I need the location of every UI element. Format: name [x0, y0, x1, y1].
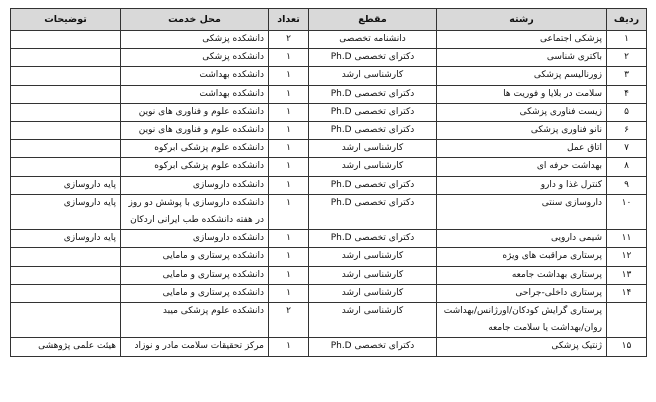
cell-location: دانشکده بهداشت	[121, 67, 269, 85]
table-row	[11, 31, 647, 49]
cell-field: اتاق عمل	[437, 140, 607, 158]
cell-count: ۱	[269, 158, 309, 176]
cell-row-number: ۱۵	[607, 338, 647, 356]
cell-location: دانشکده علوم و فناوری های نوین	[121, 103, 269, 121]
cell-notes: پایه داروسازی	[11, 194, 121, 229]
table-row	[11, 49, 647, 67]
cell-location: دانشکده داروسازی	[121, 230, 269, 248]
cell-row-number: ۵	[607, 103, 647, 121]
table-row	[11, 230, 647, 248]
cell-degree: دکترای تخصصی Ph.D	[309, 103, 437, 121]
cell-location: دانشکده پزشکی	[121, 31, 269, 49]
cell-location: دانشکده پرستاری و مامایی	[121, 284, 269, 302]
cell-count: ۱	[269, 284, 309, 302]
header-location: محل خدمت	[121, 9, 269, 31]
cell-notes	[11, 303, 121, 338]
cell-degree: دکترای تخصصی Ph.D	[309, 49, 437, 67]
table-row	[11, 122, 647, 140]
cell-degree: دکترای تخصصی Ph.D	[309, 85, 437, 103]
cell-degree: کارشناسی ارشد	[309, 140, 437, 158]
cell-degree: دکترای تخصصی Ph.D	[309, 176, 437, 194]
header-degree: مقطع	[309, 9, 437, 31]
cell-degree: کارشناسی ارشد	[309, 266, 437, 284]
cell-location: دانشکده داروسازی با پوشش دو روز در هفته دانشکده طب ایرانی اردکان	[121, 194, 269, 229]
cell-degree: دکترای تخصصی Ph.D	[309, 122, 437, 140]
cell-notes: هیئت علمی پژوهشی	[11, 338, 121, 356]
cell-notes	[11, 122, 121, 140]
cell-location: دانشکده پرستاری و مامایی	[121, 266, 269, 284]
cell-degree: دکترای تخصصی Ph.D	[309, 338, 437, 356]
cell-location: دانشکده داروسازی	[121, 176, 269, 194]
table-row	[11, 67, 647, 85]
cell-notes	[11, 49, 121, 67]
table-row	[11, 140, 647, 158]
cell-row-number: ۹	[607, 176, 647, 194]
cell-field: کنترل غذا و دارو	[437, 176, 607, 194]
cell-row-number: ۳	[607, 67, 647, 85]
cell-degree: کارشناسی ارشد	[309, 248, 437, 266]
table-row	[11, 158, 647, 176]
header-count: تعداد	[269, 9, 309, 31]
table-row	[11, 194, 647, 229]
cell-notes	[11, 67, 121, 85]
cell-row-number: ۶	[607, 122, 647, 140]
cell-field: پرستاری گرایش کودکان/اورژانس/بهداشت روان/بهداشت یا سلامت جامعه	[437, 303, 607, 338]
cell-row-number: ۴	[607, 85, 647, 103]
cell-notes	[11, 158, 121, 176]
cell-field: نانو فناوری پزشکی	[437, 122, 607, 140]
table-body	[11, 31, 647, 357]
cell-location: مرکز تحقیقات سلامت مادر و نوزاد	[121, 338, 269, 356]
cell-field: پزشکی اجتماعی	[437, 31, 607, 49]
cell-count: ۱	[269, 230, 309, 248]
cell-notes	[11, 284, 121, 302]
cell-degree: دکترای تخصصی Ph.D	[309, 194, 437, 229]
cell-row-number: ۱۰	[607, 194, 647, 229]
table-row	[11, 103, 647, 121]
cell-row-number: ۱۱	[607, 230, 647, 248]
cell-notes	[11, 248, 121, 266]
cell-count: ۱	[269, 140, 309, 158]
table-row	[11, 303, 647, 338]
cell-notes: پایه داروسازی	[11, 176, 121, 194]
header-row-number: ردیف	[607, 9, 647, 31]
cell-row-number: ۸	[607, 158, 647, 176]
cell-location: دانشکده علوم پزشکی میبد	[121, 303, 269, 338]
cell-field: پرستاری بهداشت جامعه	[437, 266, 607, 284]
cell-degree: کارشناسی ارشد	[309, 303, 437, 338]
cell-location: دانشکده علوم و فناوری های نوین	[121, 122, 269, 140]
cell-count: ۱	[269, 85, 309, 103]
cell-count: ۱	[269, 103, 309, 121]
cell-location: دانشکده بهداشت	[121, 85, 269, 103]
cell-field: بهداشت حرفه ای	[437, 158, 607, 176]
cell-count: ۱	[269, 67, 309, 85]
cell-field: باکتری شناسی	[437, 49, 607, 67]
faculty-positions-table	[10, 8, 647, 357]
cell-notes	[11, 266, 121, 284]
cell-location: دانشکده پرستاری و مامایی	[121, 248, 269, 266]
header-notes: توضیحات	[11, 9, 121, 31]
cell-notes	[11, 85, 121, 103]
cell-count: ۲	[269, 31, 309, 49]
cell-notes	[11, 31, 121, 49]
cell-field: شیمی دارویی	[437, 230, 607, 248]
table-row	[11, 85, 647, 103]
cell-row-number: ۱	[607, 31, 647, 49]
cell-count: ۱	[269, 248, 309, 266]
cell-row-number: ۷	[607, 140, 647, 158]
cell-degree: دکترای تخصصی Ph.D	[309, 230, 437, 248]
cell-row-number: ۲	[607, 49, 647, 67]
cell-row-number: ۱۳	[607, 266, 647, 284]
cell-field: ژنتیک پزشکی	[437, 338, 607, 356]
header-field: رشته	[437, 9, 607, 31]
cell-location: دانشکده علوم پزشکی ابرکوه	[121, 158, 269, 176]
cell-field: پرستاری داخلی-جراحی	[437, 284, 607, 302]
table-row	[11, 266, 647, 284]
table-row	[11, 176, 647, 194]
table-row	[11, 284, 647, 302]
cell-row-number	[607, 303, 647, 338]
cell-field: داروسازی سنتی	[437, 194, 607, 229]
cell-count: ۱	[269, 176, 309, 194]
cell-count: ۱	[269, 338, 309, 356]
cell-count: ۱	[269, 122, 309, 140]
cell-degree: کارشناسی ارشد	[309, 284, 437, 302]
cell-count: ۱	[269, 266, 309, 284]
cell-location: دانشکده پزشکی	[121, 49, 269, 67]
cell-row-number: ۱۲	[607, 248, 647, 266]
cell-degree: کارشناسی ارشد	[309, 67, 437, 85]
table-row	[11, 338, 647, 356]
cell-row-number: ۱۴	[607, 284, 647, 302]
cell-location: دانشکده علوم پزشکی ابرکوه	[121, 140, 269, 158]
cell-count: ۲	[269, 303, 309, 338]
cell-field: زیست فناوری پزشکی	[437, 103, 607, 121]
cell-degree: دانشنامه تخصصی	[309, 31, 437, 49]
cell-count: ۱	[269, 194, 309, 229]
table-row	[11, 248, 647, 266]
cell-field: سلامت در بلایا و فوریت ها	[437, 85, 607, 103]
table-header	[11, 9, 647, 31]
cell-count: ۱	[269, 49, 309, 67]
cell-notes: پایه داروسازی	[11, 230, 121, 248]
cell-field: زورنالیسم پزشکی	[437, 67, 607, 85]
cell-notes	[11, 140, 121, 158]
cell-degree: کارشناسی ارشد	[309, 158, 437, 176]
cell-notes	[11, 103, 121, 121]
cell-field: پرستاری مراقبت های ویژه	[437, 248, 607, 266]
